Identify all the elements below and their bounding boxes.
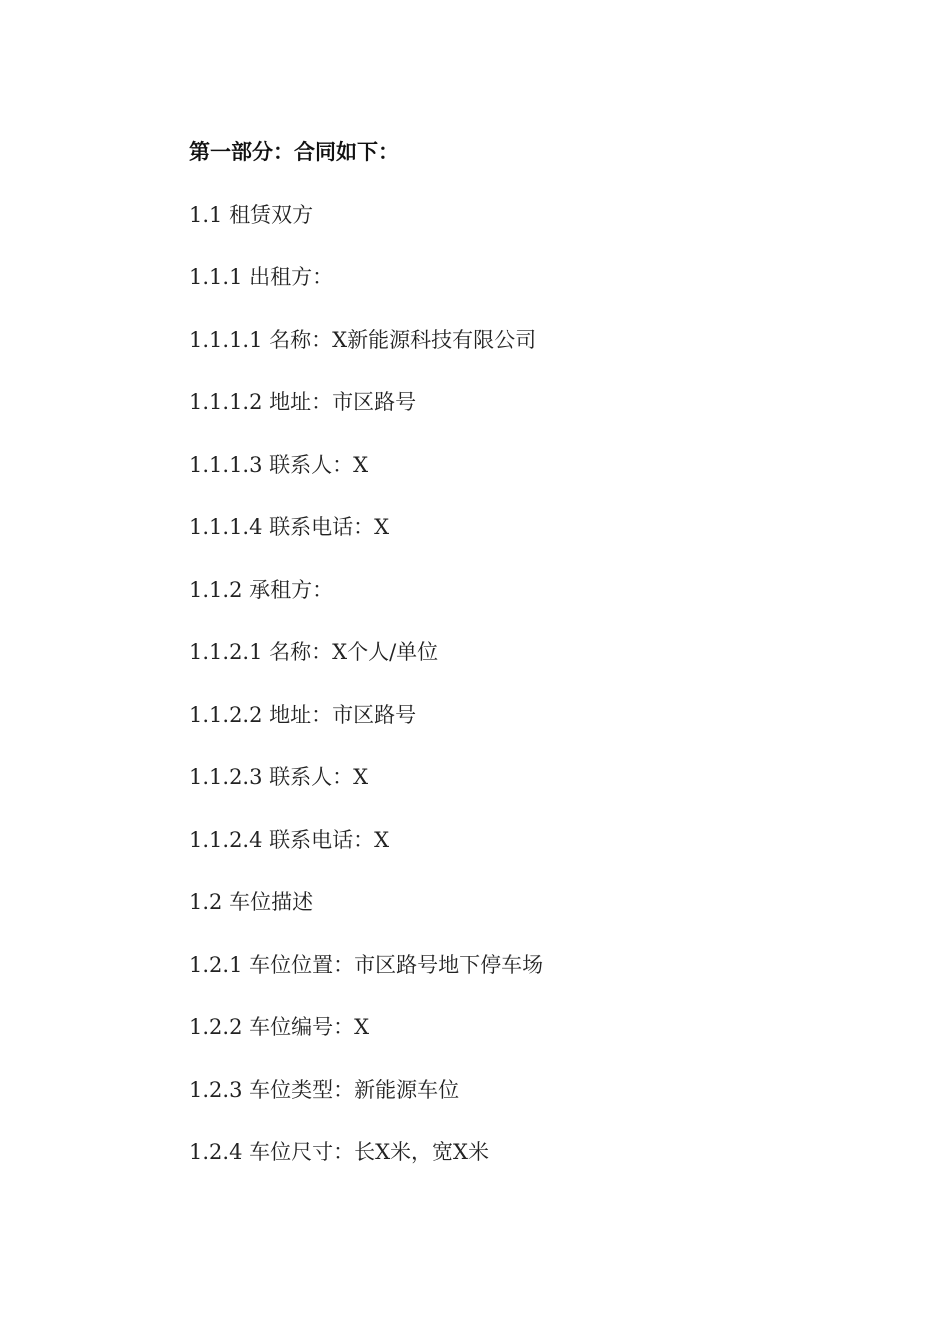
clause-1-2-2-space-number: 1.2.2 车位编号：X (189, 1015, 370, 1039)
clause-1-1-1-1-lessor-name: 1.1.1.1 名称：X新能源科技有限公司 (189, 327, 537, 352)
clause-1-1-1-3-lessor-contact: 1.1.1.3 联系人：X (189, 452, 369, 477)
clause-1-2-3-space-type: 1.2.3 车位类型：新能源车位 (189, 1077, 460, 1102)
clause-1-1-1-4-lessor-phone: 1.1.1.4 联系电话：X (189, 515, 390, 539)
section-heading: 第一部分：合同如下： (189, 140, 399, 164)
clause-1-1-2-3-lessee-contact: 1.1.2.3 联系人：X (189, 765, 369, 789)
clause-1-2-4-space-size: 1.2.4 车位尺寸：长X米，宽X米 (189, 1140, 490, 1164)
clause-1-1-2-1-lessee-name: 1.1.2.1 名称：X个人/单位 (189, 640, 439, 664)
clause-1-1-1-2-lessor-address: 1.1.1.2 地址：市区路号 (189, 390, 417, 414)
clause-1-1-1-lessor: 1.1.1 出租方： (189, 265, 334, 289)
clause-1-2-1-space-location: 1.2.1 车位位置：市区路号地下停车场 (189, 952, 544, 977)
clause-1-1-2-4-lessee-phone: 1.1.2.4 联系电话：X (189, 827, 390, 852)
clause-1-1-2-lessee: 1.1.2 承租方： (189, 577, 334, 602)
clause-1-1-parties: 1.1 租赁双方 (189, 202, 314, 227)
document-body (189, 134, 889, 1197)
clause-1-1-2-2-lessee-address: 1.1.2.2 地址：市区路号 (189, 702, 417, 727)
clause-1-2-space-description: 1.2 车位描述 (189, 890, 314, 914)
